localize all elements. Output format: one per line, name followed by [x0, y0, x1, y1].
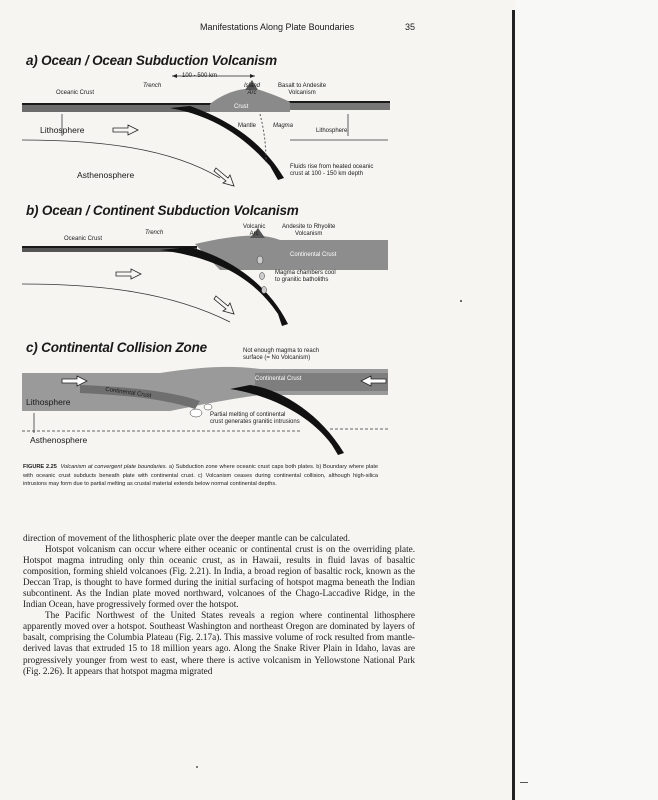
trench-label: Trench [143, 83, 162, 89]
oceanic-crust-label: Oceanic Crust [56, 90, 95, 96]
figure-caption-text: a) Subduction zone where oceanic crust caps both plates. b) Boundary where plate with oceanic crust subducts beneath plate with continental crust. c) Volcanism ceases during continental collision, although high-silica intrusions may form due to partial melting as crustal material extends below normal continental depths. [23, 464, 378, 488]
andesite-rhyolite-label: Andesite to Rhyolite Volcanism [282, 224, 336, 237]
paragraph-1: direction of movement of the lithospheric plate over the deeper mantle can be calculated. [23, 533, 351, 543]
continental-crust-label: Continental Crust [290, 252, 337, 258]
lithosphere-base [22, 284, 230, 322]
lithosphere-label: Lithosphere [26, 397, 71, 407]
panel-a-title: a) Ocean / Ocean Subduction Volcanism [26, 53, 277, 68]
plate-motion-arrow [113, 125, 138, 135]
magma-chamber [260, 273, 265, 280]
melt-patch [190, 409, 202, 417]
scan-speck [196, 766, 198, 768]
running-title: Manifestations Along Plate Boundaries [200, 22, 355, 32]
scale-arrowhead-right [250, 74, 255, 78]
lithosphere-left-label: Lithosphere [40, 125, 85, 135]
paragraph-2: Hotspot volcanism can occur where either oceanic or continental crust is on the overriding plate. Hotspot magma intruding only thin oceanic crust, as in Hawaii, results in fluid lavas of basaltic composition, forming shield volcanoes (Fig. 2.21). In India, a broad region of basaltic rock, known as the Deccan Trap, is thought to have formed during the initial surfacing of hotspot magma beneath the Indian subcontinent. As the Indian plate moved northward, volcanoes of the Chago-Laccadive Ridge, in the Indian Ocean, have progressively formed over the hotspot. [23, 544, 415, 610]
plate-motion-arrow [116, 269, 141, 279]
basalt-andesite-label: Basalt to Andesite Volcanism [278, 83, 327, 96]
panel-b-title: b) Ocean / Continent Subduction Volcanism [26, 203, 299, 218]
scale-label: 100 - 500 km [182, 73, 218, 79]
asthenosphere-label: Asthenosphere [30, 435, 88, 445]
magma-label: Magma [273, 123, 294, 129]
figure-title: Volcanism at convergent plate boundaries. [60, 464, 168, 470]
page-edge-line [512, 10, 515, 800]
figure-label: FIGURE 2.25 [23, 464, 57, 470]
slab-motion-arrow [214, 296, 234, 314]
trench-label: Trench [145, 230, 164, 236]
island-arc-label: Island Arc [244, 83, 261, 96]
slab-motion-arrow [214, 168, 234, 186]
running-header [200, 22, 415, 32]
mantle-label: Mantle [238, 123, 257, 129]
volcanic-arc-label: Volcanic Arc [243, 224, 266, 237]
scale-arrowhead-left [172, 74, 177, 78]
body-text [23, 533, 415, 677]
melt-patch [204, 404, 212, 410]
figure-caption [23, 463, 378, 489]
lithosphere-right-label: Lithosphere [316, 128, 348, 134]
page-number: 35 [404, 22, 415, 32]
continental-crust-left-label: Continental Crust [104, 386, 152, 400]
paragraph-3: The Pacific Northwest of the United States reveals a region where continental lithosphere apparently moved over a hotspot. Southeast Washington and northeast Oregon are dominated by layers of basalt, comprising the Columbia Plateau (Fig. 2.17a). This massive volume of rock resulted from mantle-derived lavas that extruded 15 to 18 million years ago. Along the Snake River Plain in Idaho, lavas are progressively younger from west to east, where there is active volcanism in Yellowstone National Park (Fig. 2.26). It appears that hotspot magma migrated [23, 610, 415, 676]
magma-chambers-label: Magma chambers cool to granitic batholiths [275, 270, 336, 283]
scan-speck [460, 300, 462, 302]
fluids-note: Fluids rise from heated oceanic crust at 100 - 150 km depth [290, 164, 374, 177]
asthenosphere-label: Asthenosphere [77, 170, 135, 180]
panel-c-title: c) Continental Collision Zone [26, 340, 207, 355]
subducting-slab [170, 106, 284, 180]
magma-chamber [262, 287, 267, 294]
crust-label: Crust [234, 104, 249, 110]
oceanic-crust-label: Oceanic Crust [64, 236, 103, 242]
facing-page-margin [515, 0, 658, 800]
not-enough-magma-label: Not enough magma to reach surface (= No Volcanism) [243, 348, 320, 361]
partial-melting-label: Partial melting of continental crust generates granitic intrusions [210, 412, 300, 425]
scan-speck [520, 782, 528, 783]
continental-crust-right-label: Continental Crust [255, 376, 302, 382]
magma-chamber [257, 256, 263, 264]
